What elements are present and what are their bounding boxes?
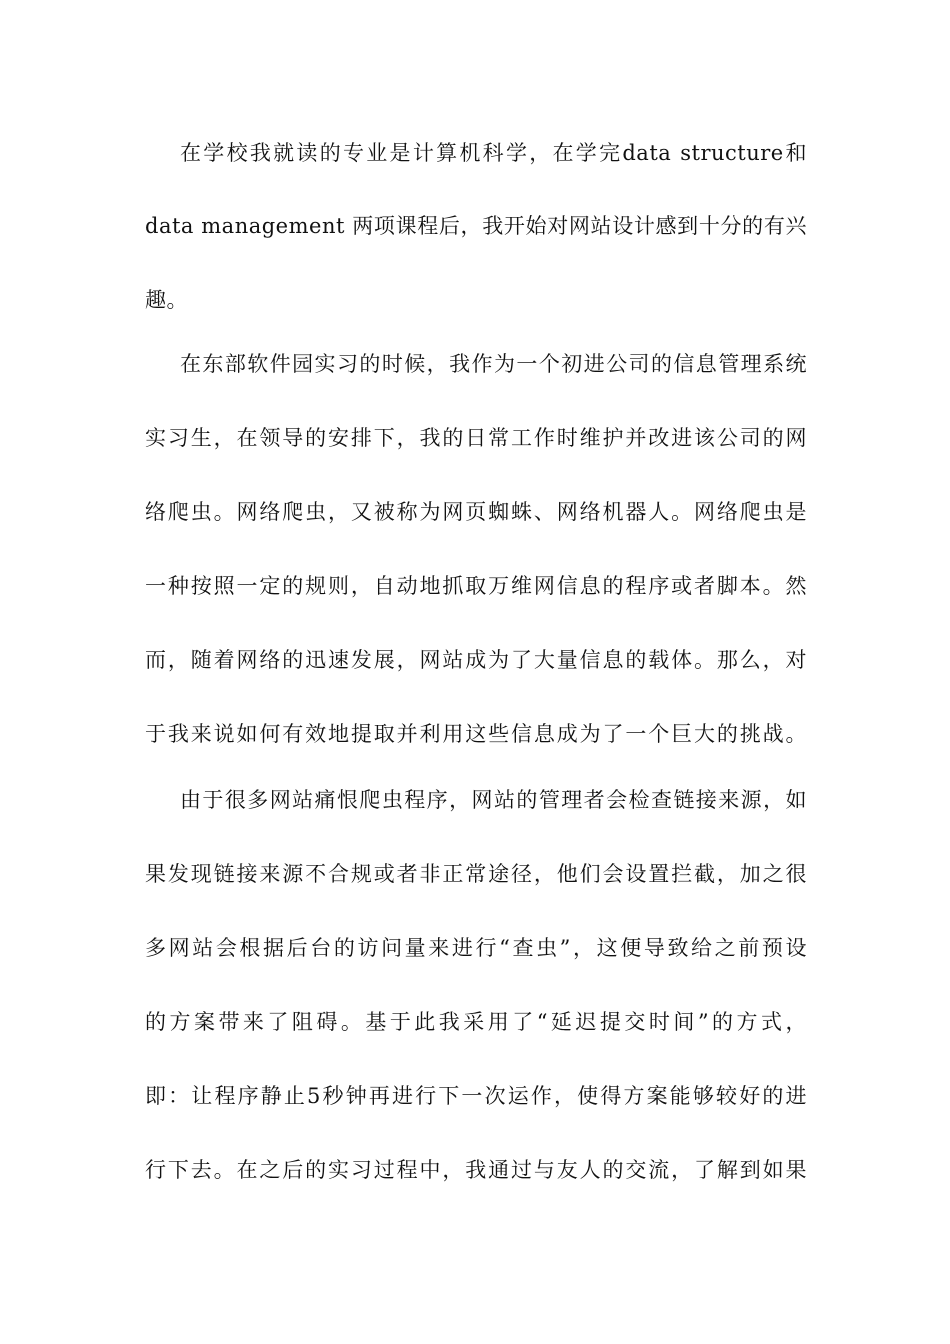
paragraph-3-line-5: 即：让程序静止5秒钟再进行下一次运作，使得方案能够较好的进 (145, 1084, 807, 1108)
paragraph-3-line-2: 果发现链接来源不合规或者非正常途径，他们会设置拦截，加之很 (145, 862, 807, 886)
paragraph-1-line-2: data management 两项课程后，我开始对网站设计感到十分的有兴 (145, 214, 807, 238)
paragraph-3-line-4: 的方案带来了阻碍。基于此我采用了“延迟提交时间”的方式， (145, 1010, 807, 1034)
paragraph-3-line-1: 由于很多网站痛恨爬虫程序，网站的管理者会检查链接来源，如 (180, 788, 807, 812)
paragraph-2-line-1: 在东部软件园实习的时候，我作为一个初进公司的信息管理系统 (180, 352, 807, 376)
paragraph-2-line-6: 于我来说如何有效地提取并利用这些信息成为了一个巨大的挑战。 (145, 722, 807, 746)
paragraph-3-line-3: 多网站会根据后台的访问量来进行“查虫”，这便导致给之前预设 (145, 936, 807, 960)
paragraph-2-line-4: 一种按照一定的规则，自动地抓取万维网信息的程序或者脚本。然 (145, 574, 807, 598)
paragraph-1-line-3: 趣。 (145, 288, 188, 312)
paragraph-2-line-5: 而，随着网络的迅速发展，网站成为了大量信息的载体。那么，对 (145, 648, 807, 672)
paragraph-3-line-6: 行下去。在之后的实习过程中，我通过与友人的交流，了解到如果 (145, 1158, 807, 1182)
paragraph-1-line-1: 在学校我就读的专业是计算机科学，在学完data structure和 (180, 141, 807, 165)
paragraph-2-line-2: 实习生，在领导的安排下，我的日常工作时维护并改进该公司的网 (145, 426, 807, 450)
paragraph-2-line-3: 络爬虫。网络爬虫，又被称为网页蜘蛛、网络机器人。网络爬虫是 (145, 500, 807, 524)
